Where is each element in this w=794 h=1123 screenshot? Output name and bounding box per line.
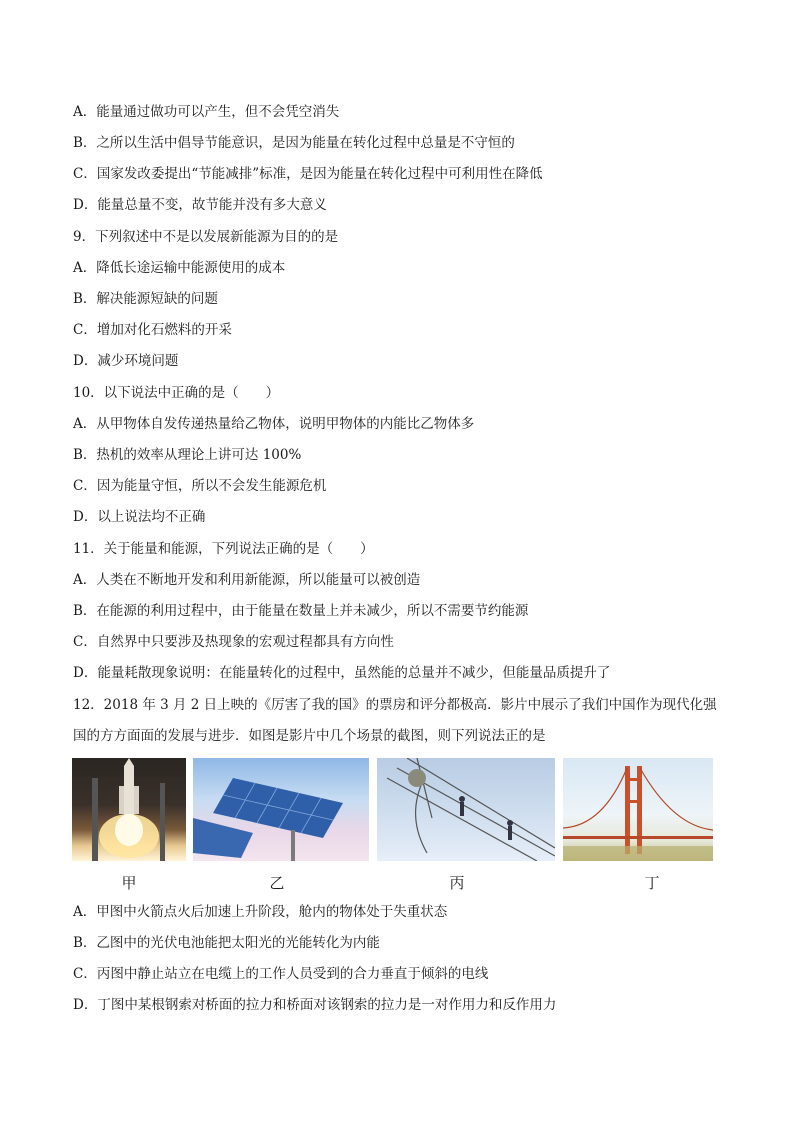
q8-option-c: C．国家发改委提出“节能减排”标准，是因为能量在转化过程中可利用性在降低 [73, 166, 543, 182]
q12-option-c: C．丙图中静止站立在电缆上的工作人员受到的合力垂直于倾斜的电线 [73, 966, 489, 982]
caption-jia: 甲 [121, 874, 137, 892]
q8-option-b: B．之所以生活中倡导节能意识，是因为能量在转化过程中总量是不守恒的 [73, 135, 515, 151]
q11-option-d: D．能量耗散现象说明：在能量转化的过程中，虽然能的总量并不减少，但能量品质提升了 [73, 665, 611, 681]
q11-option-b: B．在能源的利用过程中，由于能量在数量上并未减少，所以不需要节约能源 [73, 603, 529, 619]
q11-option-c: C．自然界中只要涉及热现象的宏观过程都具有方向性 [73, 634, 394, 650]
q9-option-b: B．解决能源短缺的问题 [73, 291, 218, 307]
q9-option-a: A．降低长途运输中能源使用的成本 [73, 260, 286, 276]
q12-option-d: D．丁图中某根钢索对桥面的拉力和桥面对该钢索的拉力是一对作用力和反作用力 [73, 997, 557, 1013]
q8-option-a: A．能量通过做功可以产生，但不会凭空消失 [73, 104, 340, 120]
caption-yi: 乙 [269, 874, 285, 892]
q10-stem: 10．以下说法中正确的是（ ） [73, 385, 280, 401]
rocket-launch-image [72, 758, 186, 861]
caption-bing: 丙 [449, 874, 465, 892]
caption-ding: 丁 [644, 874, 660, 892]
q11-stem: 11．关于能量和能源，下列说法正确的是（ ） [73, 541, 374, 557]
q12-option-a: A．甲图中火箭点火后加速上升阶段，舱内的物体处于失重状态 [73, 904, 448, 920]
q12-option-b: B．乙图中的光伏电池能把太阳光的光能转化为内能 [73, 935, 380, 951]
q8-option-d: D．能量总量不变，故节能并没有多大意义 [73, 197, 327, 213]
solar-panel-image [193, 758, 369, 861]
q10-option-a: A．从甲物体自发传递热量给乙物体，说明甲物体的内能比乙物体多 [73, 416, 475, 432]
q10-option-d: D．以上说法均不正确 [73, 509, 206, 525]
q9-stem: 9．下列叙述中不是以发展新能源为目的的是 [73, 229, 339, 245]
q10-option-c: C．因为能量守恒，所以不会发生能源危机 [73, 478, 327, 494]
q9-option-c: C．增加对化石燃料的开采 [73, 322, 232, 338]
q12-stem-line-2: 国的方方面面的发展与进步．如图是影片中几个场景的截图，则下列说法正的是 [73, 728, 546, 744]
q9-option-d: D．减少环境问题 [73, 353, 179, 369]
q11-option-a: A．人类在不断地开发和利用新能源，所以能量可以被创造 [73, 572, 421, 588]
q10-option-b: B．热机的效率从理论上讲可达 100% [73, 447, 302, 463]
bridge-image [563, 758, 713, 861]
cable-workers-image [377, 758, 555, 861]
q12-stem-line-1: 12．2018 年 3 月 2 日上映的《厉害了我的国》的票房和评分都极高．影片中展示了我们中国作为现代化强 [73, 697, 717, 713]
